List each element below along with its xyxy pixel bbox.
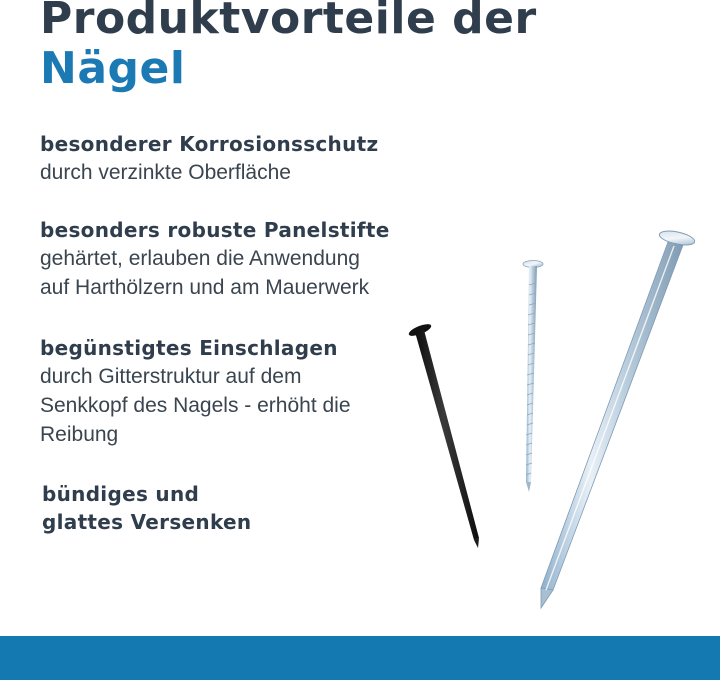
title-line-2: Nägel [40, 43, 186, 94]
feature-heading: bündiges und glattes Versenken [42, 482, 252, 534]
page-title [40, 0, 537, 94]
small-silver-nail-icon [523, 261, 543, 493]
feature-heading: besonders robuste Panelstifte [40, 218, 390, 242]
feature-corrosion-protection [40, 130, 378, 187]
feature-description: gehärtet, erlauben die Anwendung auf Harthölzern und am Mauerwerk [40, 247, 370, 299]
feature-description: durch Gitterstruktur auf dem Senkkopf des Nagels - erhöht die Reibung [40, 365, 351, 446]
feature-heading: begünstigtes Einschlagen [40, 336, 338, 360]
feature-robust-panel-pins [40, 216, 390, 302]
title-line-1: Produktvorteile der [40, 0, 537, 44]
large-silver-nail-icon [541, 228, 696, 608]
black-nail-icon [407, 322, 479, 548]
feature-description: durch verzinkte Oberfläche [40, 161, 291, 184]
feature-easy-driving [40, 334, 351, 449]
feature-flush-countersinking [42, 480, 251, 536]
feature-heading: besonderer Korrosionsschutz [40, 132, 379, 156]
bottom-bar [0, 636, 720, 680]
